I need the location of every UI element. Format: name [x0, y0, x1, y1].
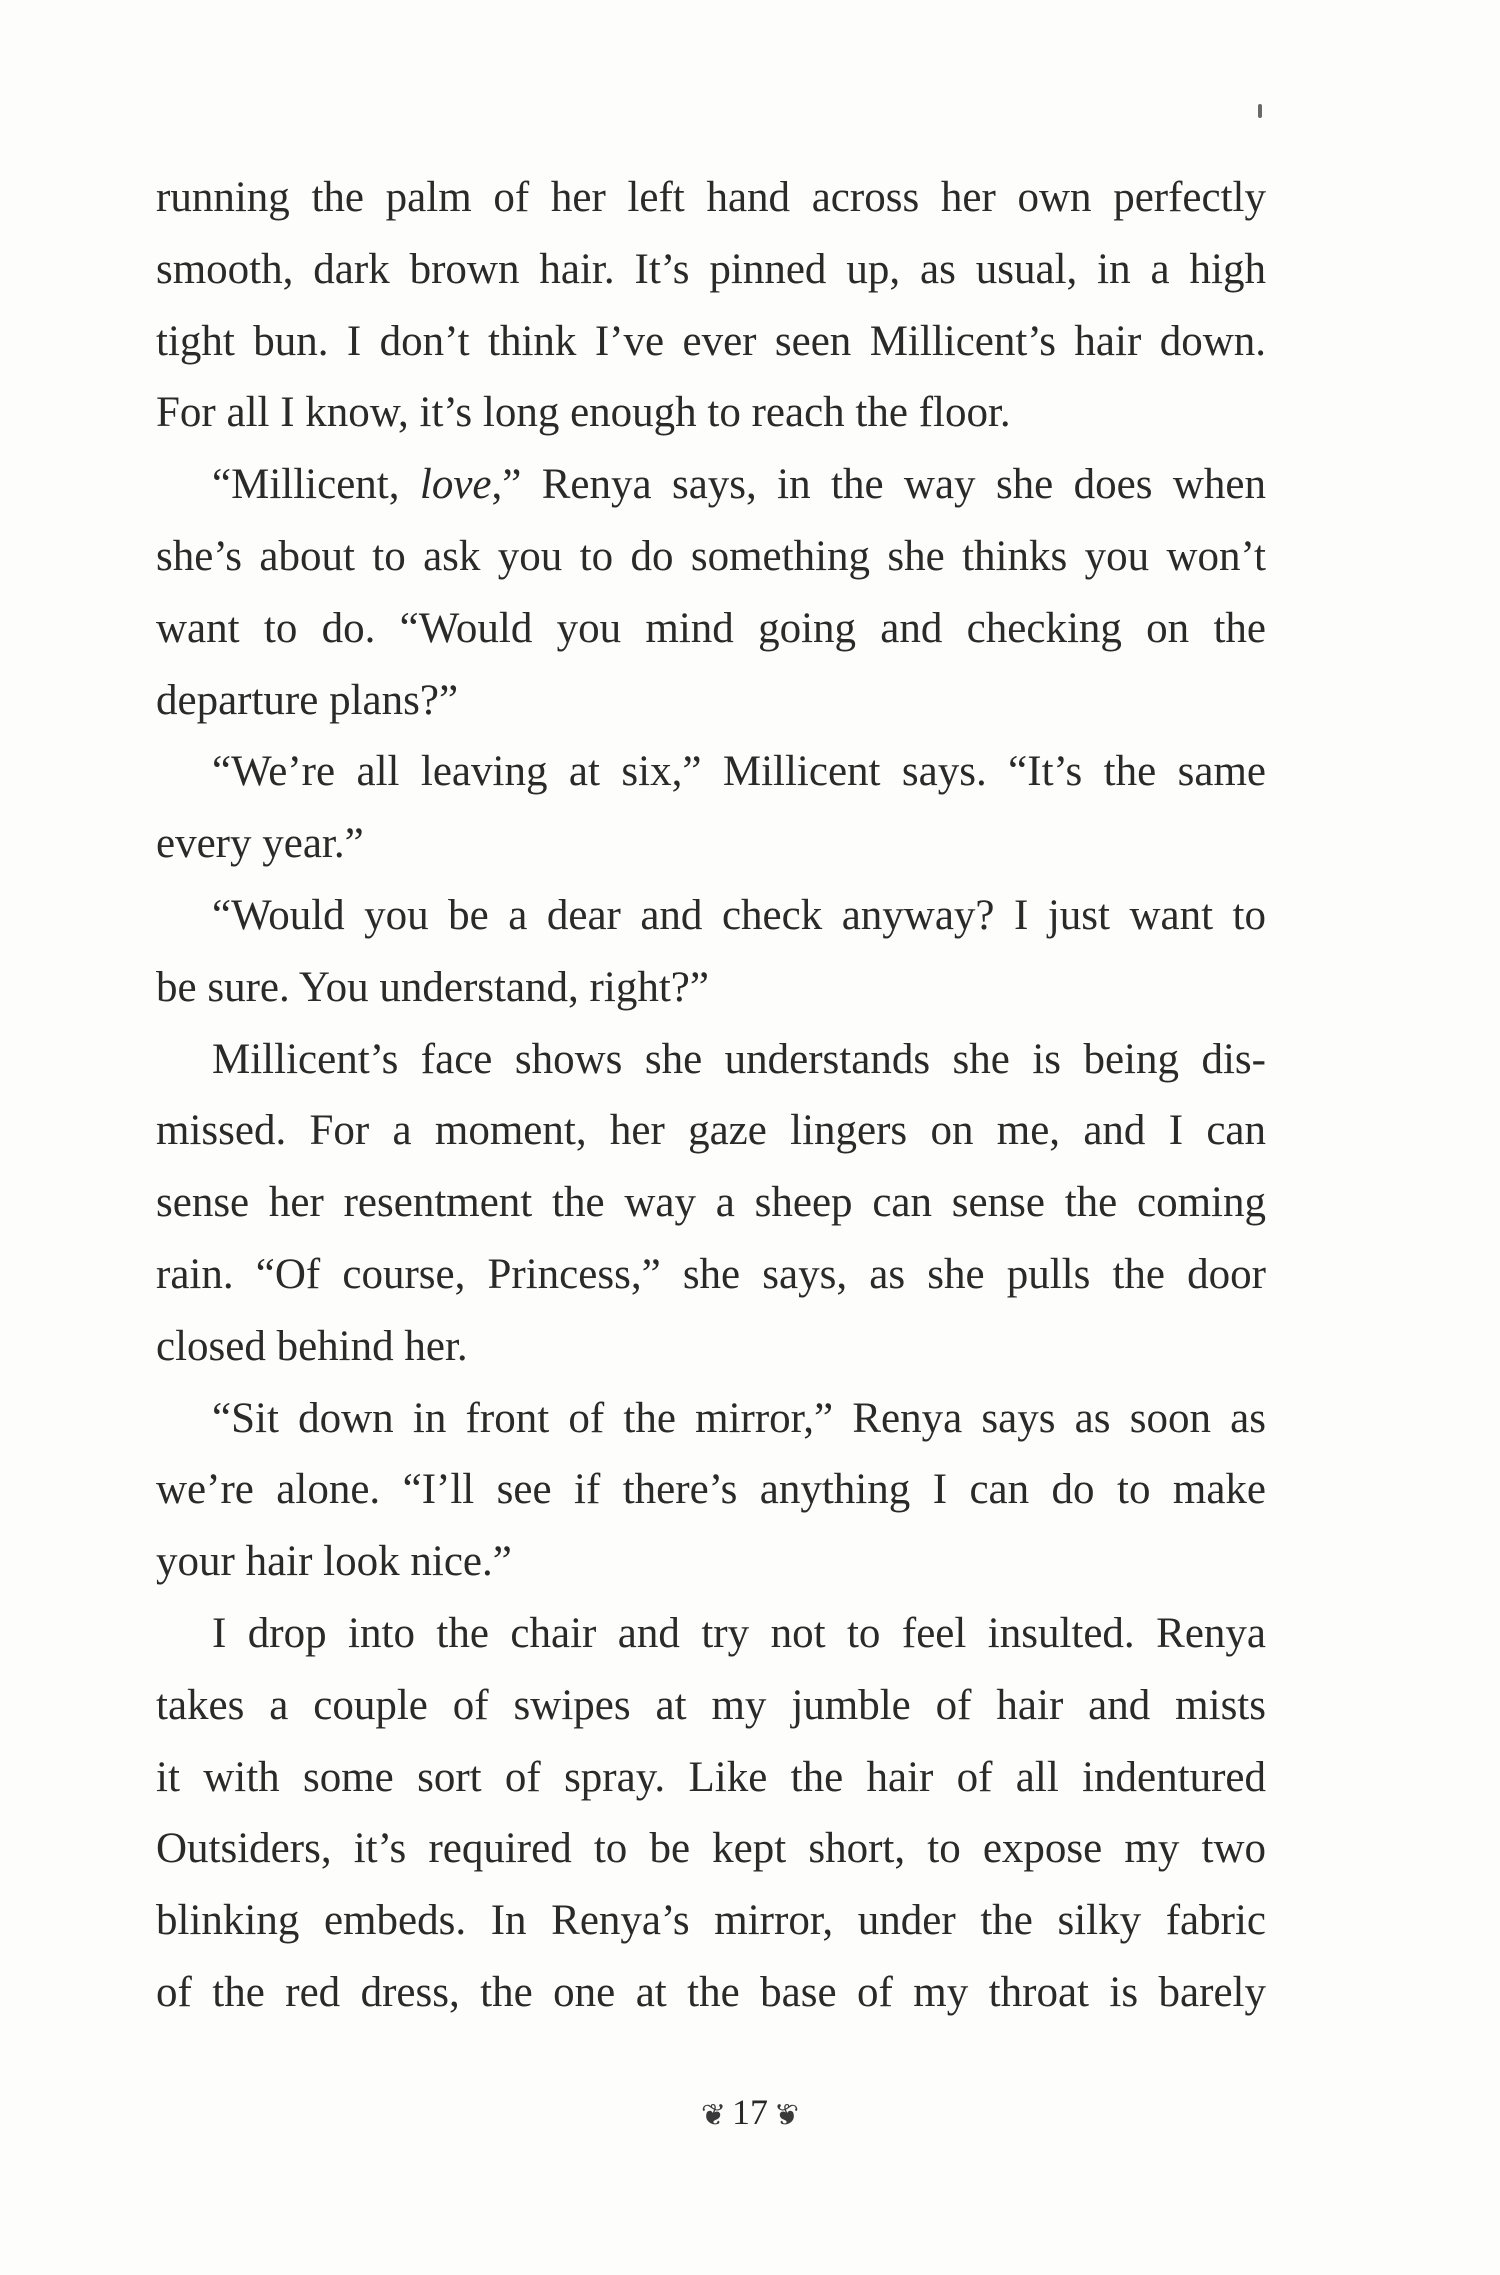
- text-line: “We’re all leaving at six,” Millicent says. “It’s the same: [212, 748, 1266, 796]
- page-footer: [0, 2090, 1500, 2138]
- text-line: [156, 449, 1266, 521]
- text-line: smooth, dark brown hair. It’s pinned up, as usual, in a high: [156, 245, 1266, 293]
- text-line: closed behind her.: [156, 1322, 468, 1370]
- text-segment: “Millicent,: [212, 461, 420, 509]
- text-line: be sure. You understand, right?”: [156, 963, 709, 1011]
- text-line: of the red dress, the one at the base of my throat is barely: [156, 1968, 1266, 2016]
- text-line: she’s about to ask you to do something she thinks you won’t: [156, 532, 1266, 580]
- text-line: “Sit down in front of the mirror,” Renya says as soon as: [212, 1394, 1266, 1442]
- text-line: “Would you be a dear and check anyway? I just want to: [212, 891, 1266, 939]
- text-line: every year.”: [156, 820, 364, 868]
- text-line: takes a couple of swipes at my jumble of hair and mists: [156, 1681, 1266, 1729]
- text-line: Millicent’s face shows she understands she is being dis-: [212, 1035, 1266, 1083]
- italic-word: love: [419, 461, 492, 509]
- text-line: running the palm of her left hand across her own perfectly: [156, 174, 1266, 221]
- text-line: it with some sort of spray. Like the hair of all indentured: [156, 1753, 1266, 1801]
- body-text: [156, 162, 1266, 2029]
- page-number: 17: [732, 2092, 768, 2132]
- text-line: rain. “Of course, Princess,” she says, as she pulls the door: [156, 1250, 1266, 1298]
- text-line: I drop into the chair and try not to feel insulted. Renya: [212, 1609, 1266, 1657]
- text-segment: ,” Renya says, in the way she does when: [491, 461, 1266, 509]
- text-line: departure plans?”: [156, 676, 459, 724]
- text-line: missed. For a moment, her gaze lingers on me, and I can: [156, 1107, 1266, 1155]
- text-line: your hair look nice.”: [156, 1538, 512, 1586]
- text-line: For all I know, it’s long enough to reach the floor.: [156, 389, 1011, 437]
- text-line: sense her resentment the way a sheep can sense the coming: [156, 1179, 1266, 1227]
- text-line: Outsiders, it’s required to be kept short, to expose my two: [156, 1825, 1266, 1873]
- text-line: tight bun. I don’t think I’ve ever seen Millicent’s hair down.: [156, 317, 1266, 365]
- text-line: we’re alone. “I’ll see if there’s anything I can do to make: [156, 1466, 1266, 1514]
- fleuron-right-icon: ❦: [774, 2098, 800, 2132]
- fleuron-left-icon: ❦: [700, 2098, 726, 2132]
- text-line: want to do. “Would you mind going and checking on the: [156, 604, 1266, 652]
- scan-speck: [1258, 104, 1262, 118]
- text-line: blinking embeds. In Renya’s mirror, under the silky fabric: [156, 1897, 1266, 1945]
